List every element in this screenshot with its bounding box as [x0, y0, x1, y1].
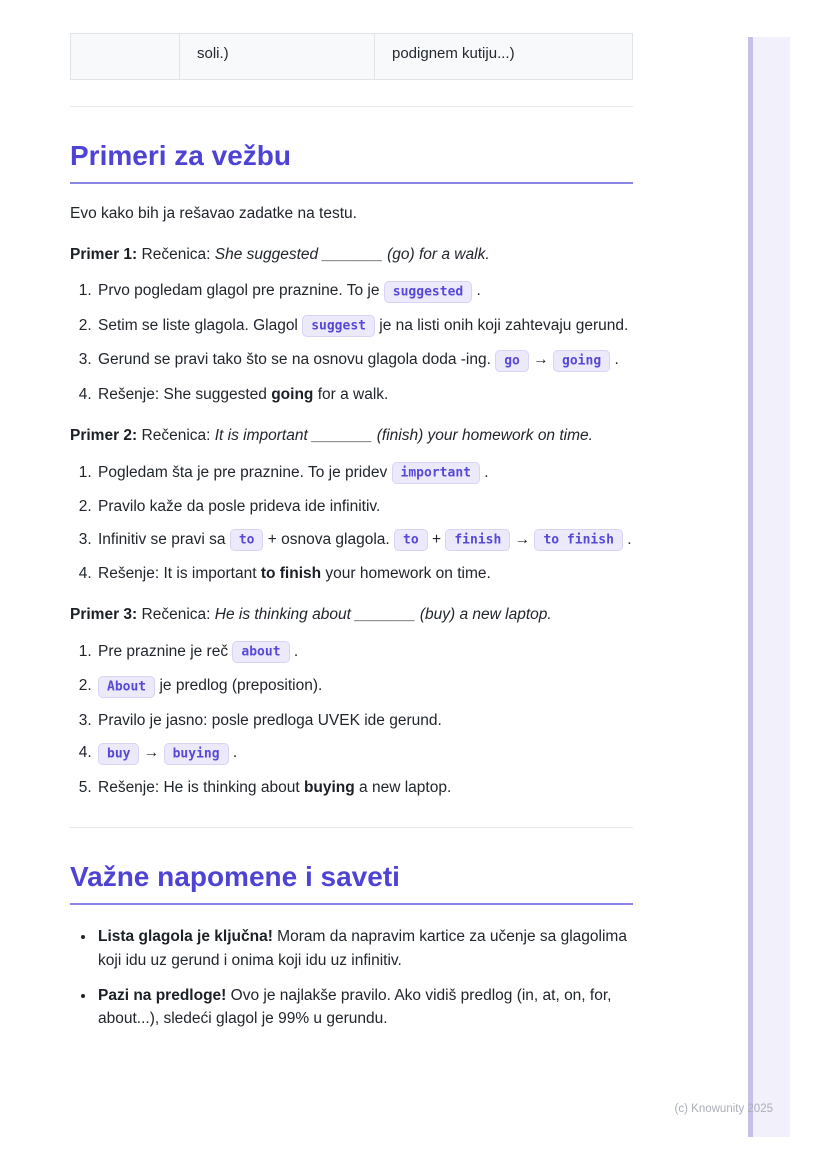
section-vazne-napomene — [70, 859, 633, 1030]
list-item — [96, 984, 633, 1031]
bold-text: buying — [303, 779, 355, 796]
text-segment: je predlog (preposition). — [155, 677, 323, 695]
right-accent-bar — [753, 37, 790, 1137]
list-item — [96, 709, 633, 732]
list-item — [96, 314, 633, 340]
text-segment: Rešenje: He is thinking about — [98, 779, 304, 796]
numbered-list — [70, 279, 633, 406]
text-segment: Pogledam šta je pre praznine. To je pridev — [98, 463, 392, 481]
list-item — [96, 925, 633, 972]
code-badge: suggested — [384, 281, 472, 303]
text-segment: Evo kako bih ja rešavao zadatke na testu. — [70, 204, 357, 222]
text-segment: your homework on time. — [321, 565, 491, 583]
text-segment: . — [479, 463, 489, 481]
paragraph — [70, 202, 633, 225]
text-segment: Rečenica: — [137, 427, 215, 445]
text-segment: Pre praznine je reč — [98, 642, 233, 660]
list-item — [96, 279, 633, 305]
text-segment: → — [528, 351, 554, 369]
text-segment: je na listi onih koji zahtevaju gerund. — [374, 316, 629, 334]
text-segment: Ovo je najlakše pravilo. Ako vidiš predlog (in, at, on, for, about...), sledeći glagol je 99% u gerundu. — [98, 986, 612, 1027]
text-segment: → — [139, 744, 164, 762]
paragraph — [70, 603, 633, 626]
section-body — [70, 202, 633, 800]
bold-text: Pazi na predloge! — [98, 986, 227, 1004]
text-segment: → — [510, 530, 535, 548]
italic-text: He is thinking about _______ (buy) a new laptop. — [214, 606, 552, 624]
text-segment: Rešenje: It is important — [98, 565, 261, 583]
document-content — [70, 0, 633, 1042]
text-segment: Infinitiv se pravi sa — [98, 530, 230, 548]
code-badge: going — [553, 350, 610, 372]
list-item — [96, 383, 633, 406]
list-item — [96, 640, 633, 666]
list-item — [96, 528, 633, 554]
paragraph — [70, 243, 633, 266]
text-segment: + osnova glagola. — [263, 530, 395, 548]
code-badge: buying — [164, 743, 229, 765]
section-divider — [70, 106, 633, 107]
section-body — [70, 925, 633, 1030]
watermark: (c) Knowunity 2025 — [674, 1102, 773, 1115]
text-segment: a new laptop. — [354, 779, 452, 796]
text-segment: . — [610, 351, 619, 369]
text-segment: Moram da napravim kartice za učenje sa glagolima koji idu uz gerund i onima koji idu uz infinitiv. — [98, 928, 627, 969]
table-cell: soli.) — [179, 34, 374, 79]
bold-text: Primer 3: — [70, 606, 138, 624]
paragraph — [70, 424, 633, 447]
text-segment: Prvo pogledam glagol pre praznine. To je — [98, 282, 384, 299]
section-primeri-za-vezbu — [70, 138, 633, 800]
text-segment: Pravilo je jasno: posle predloga UVEK ide gerund. — [98, 712, 442, 730]
code-badge: to — [230, 529, 264, 551]
code-badge: suggest — [302, 315, 375, 337]
text-segment: + — [427, 530, 446, 548]
text-segment: Rečenica: — [137, 606, 215, 624]
list-item — [96, 461, 633, 487]
list-item — [96, 674, 633, 700]
italic-text: She suggested _______ (go) for a walk. — [214, 245, 490, 263]
code-badge: go — [495, 350, 529, 372]
text-segment: Pravilo kaže da posle prideva ide infinitiv. — [98, 498, 381, 516]
text-segment: Rešenje: She suggested — [98, 386, 272, 404]
text-segment: for a walk. — [313, 386, 389, 404]
numbered-list — [70, 461, 633, 586]
bullet-list — [70, 925, 633, 1030]
text-segment: Rečenica: — [137, 245, 215, 263]
text-segment: . — [622, 530, 632, 548]
section-divider — [70, 827, 633, 828]
text-segment: . — [472, 282, 481, 299]
text-segment: . — [228, 744, 238, 762]
text-segment: . — [289, 642, 299, 660]
table-cell: podignem kutiju...) — [374, 34, 632, 79]
code-badge: to finish — [534, 529, 622, 551]
text-segment: Setim se liste glagola. Glagol — [98, 316, 303, 334]
bold-text: going — [271, 386, 314, 404]
list-item — [96, 348, 633, 374]
list-item — [96, 741, 633, 767]
section-title: Primeri za vežbu — [70, 138, 633, 184]
bold-text: Primer 2: — [70, 427, 138, 445]
list-item — [96, 562, 633, 585]
code-badge: About — [98, 676, 155, 698]
code-badge: buy — [98, 743, 139, 765]
list-item — [96, 495, 633, 518]
bold-text: to finish — [260, 565, 322, 583]
numbered-list — [70, 640, 633, 800]
table-cell — [71, 34, 179, 79]
italic-text: It is important _______ (finish) your homework on time. — [214, 427, 593, 445]
section-title: Važne napomene i saveti — [70, 859, 633, 905]
right-accent-line — [748, 37, 753, 1137]
table-fragment — [70, 33, 633, 80]
text-segment: Gerund se pravi tako što se na osnovu glagola doda -ing. — [98, 351, 496, 369]
list-item — [96, 776, 633, 799]
code-badge: about — [232, 641, 289, 663]
code-badge: finish — [445, 529, 510, 551]
code-badge: to — [394, 529, 428, 551]
bold-text: Lista glagola je ključna! — [98, 928, 273, 946]
code-badge: important — [392, 462, 480, 484]
bold-text: Primer 1: — [70, 245, 138, 263]
